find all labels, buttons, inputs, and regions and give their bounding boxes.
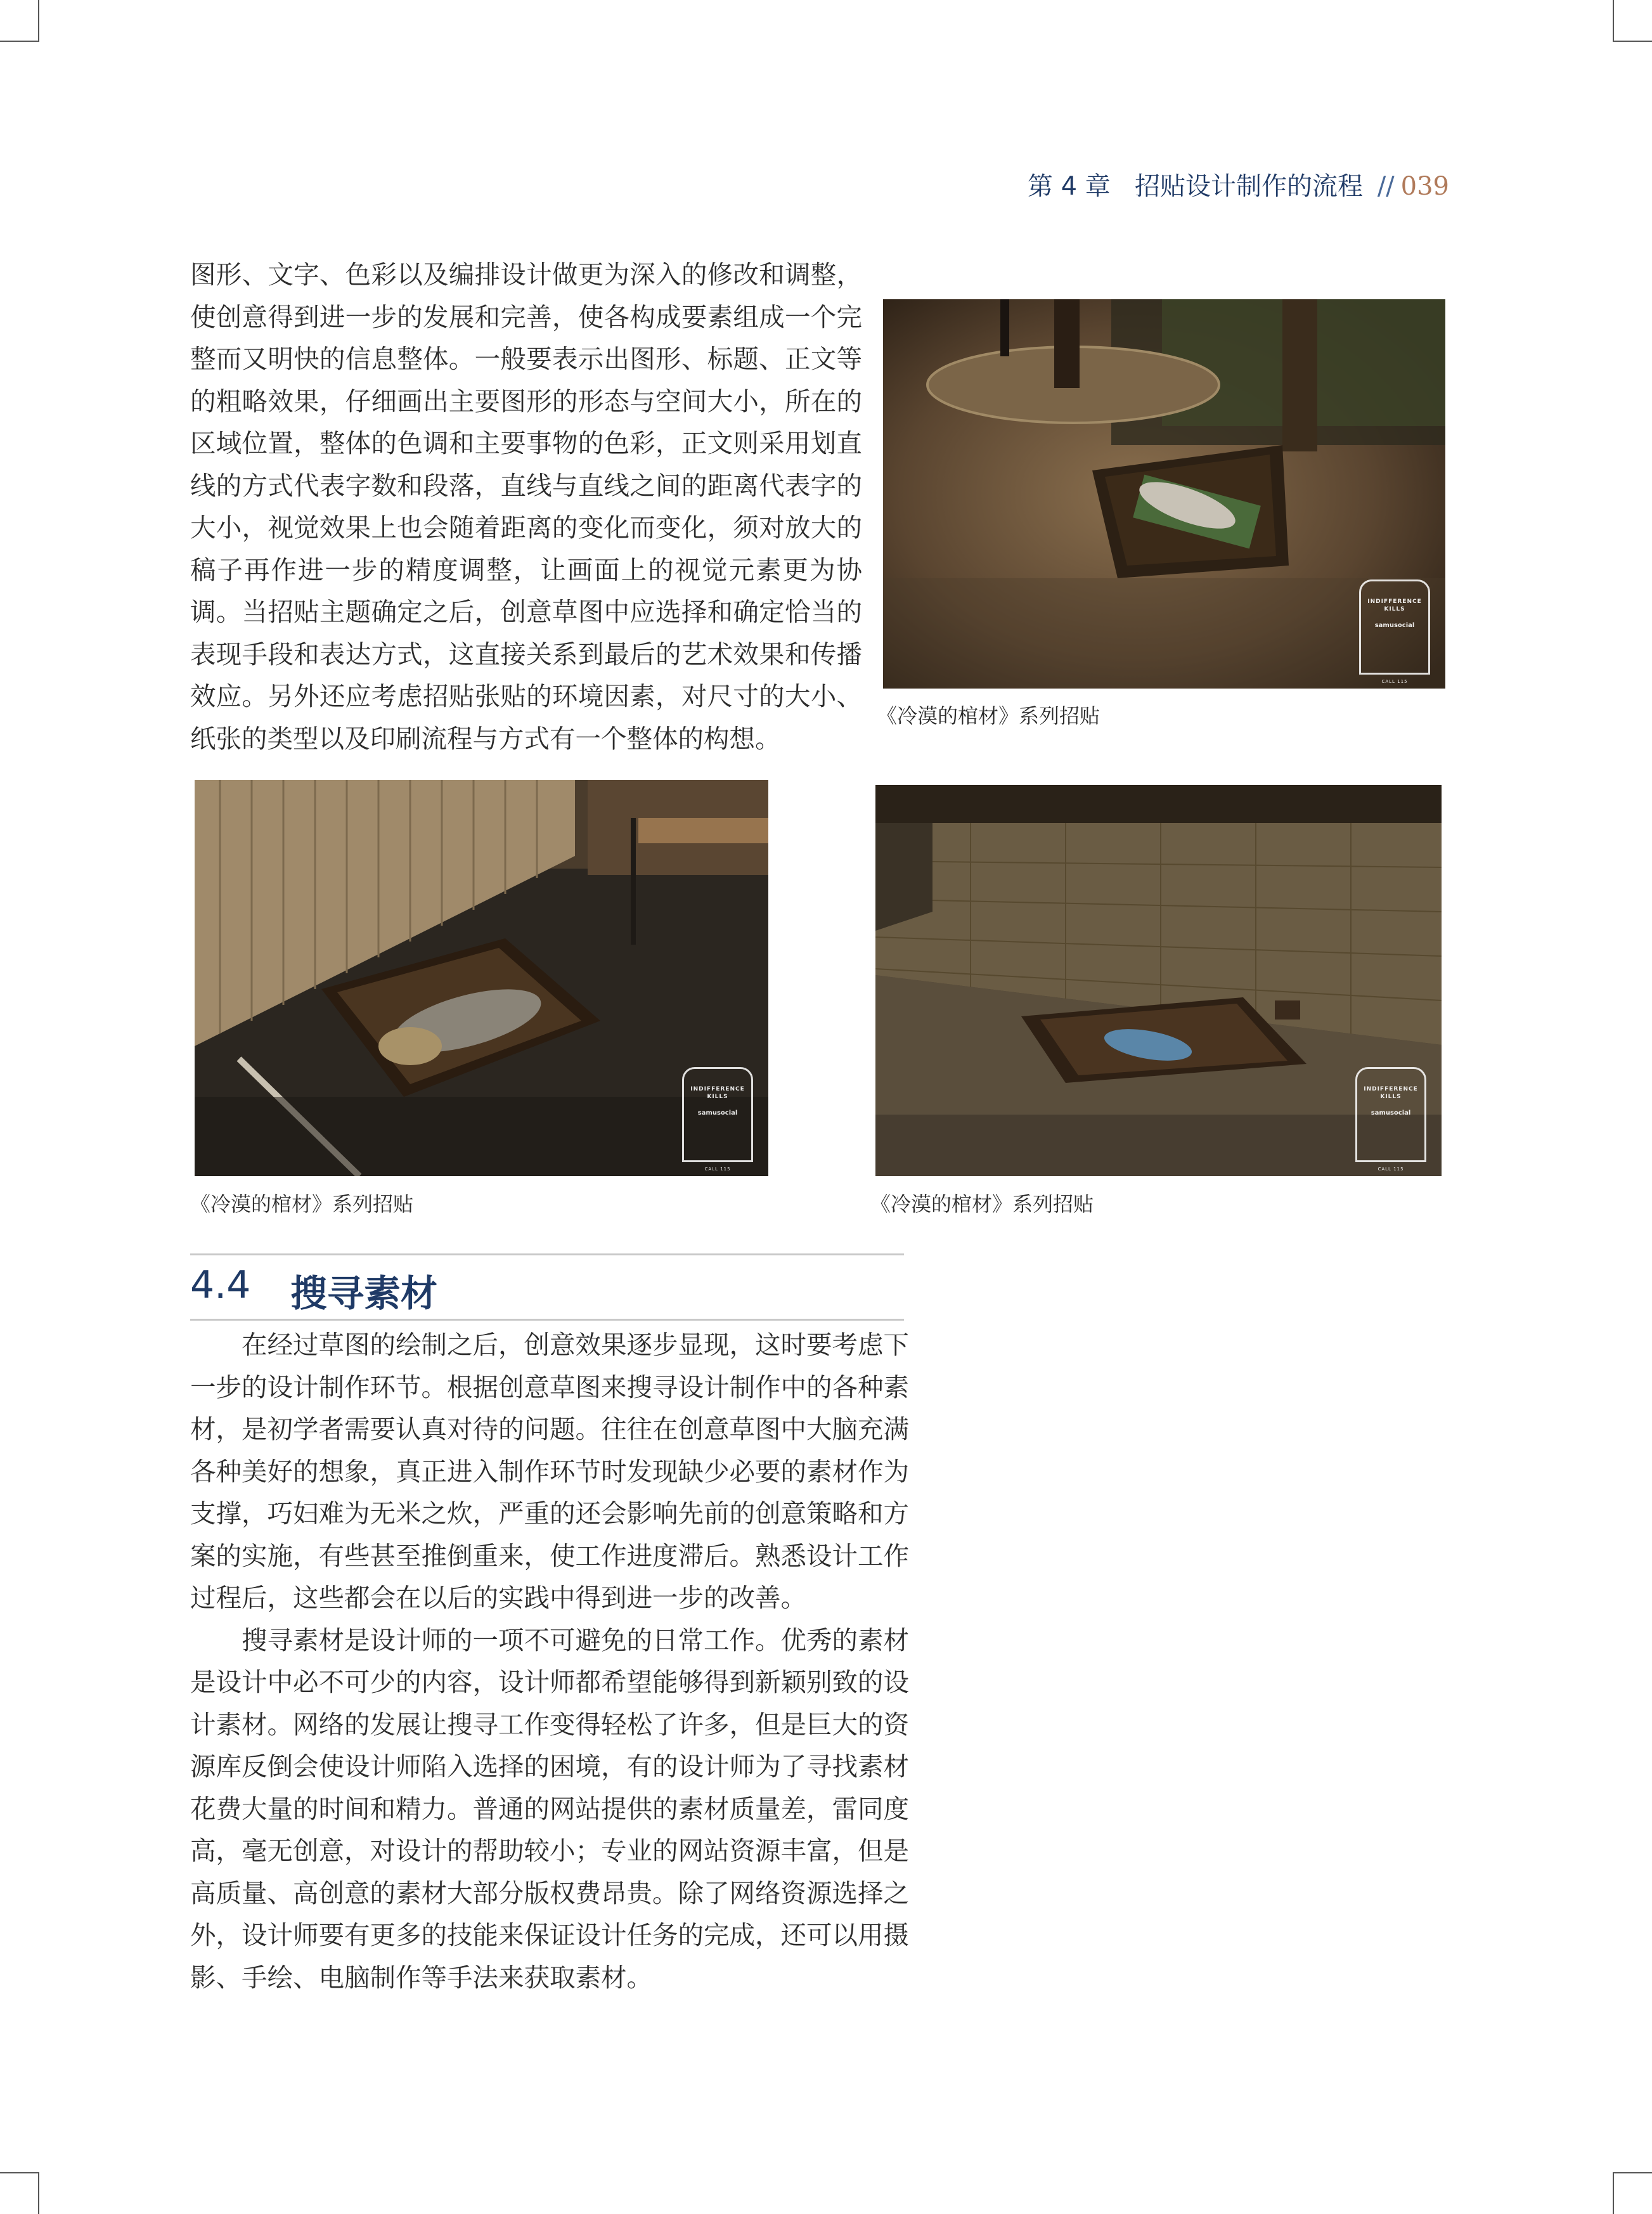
crop-mark-bottom-right-v xyxy=(1613,2172,1614,2214)
logo-brand: samusocial xyxy=(697,1110,738,1117)
intro-paragraph: 图形、文字、色彩以及编排设计做更为深入的修改和调整，使创意得到进一步的发展和完善，使各构成要素组成一个完整而又明快的信息整体。一般要表示出图形、标题、正文等的粗略效果，仔细画出主要图形的形态与空间大小，所在的区域位置，整体的色调和主要事物的色彩，正文则采用划直线的方式代表字数和段落，直线与直线之间的距离代表字的大小，视觉效果上也会随着距离的变化而变化，须对放大的稿子再作进一步的精度调整，让画面上的视觉元素更为协调。当招贴主题确定之后，创意草图中应选择和确定恰当的表现手段和表达方式，这直接关系到最后的艺术效果和传播效应。另外还应考虑招贴张贴的环境因素，对尺寸的大小、纸张的类型以及印刷流程与方式有一个整体的构想。 xyxy=(190,259,862,754)
crop-mark-bottom-left-v xyxy=(38,2172,39,2214)
crop-mark-top-right-h xyxy=(1613,41,1652,42)
logo-call: CALL 115 xyxy=(704,1167,731,1172)
logo-call: CALL 115 xyxy=(1381,679,1408,684)
chapter-number: 第 4 章 xyxy=(1027,172,1111,201)
section-paragraph: 在经过草图的绘制之后，创意效果逐步显现，这时要考虑下一步的设计制作环节。根据创意草图来搜寻设计制作中的各种素材，是初学者需要认真对待的问题。往往在创意草图中大脑充满各种美好的想象，真正进入制作环节时发现缺少必要的素材作为支撑，巧妇难为无米之炊，严重的还会影响先前的创意策略和方案的实施，有些甚至推倒重来，使工作进度滞后。熟悉设计工作过程后，这些都会在以后的实践中得到进一步的改善。 xyxy=(190,1330,909,1613)
section-number: 4.4 xyxy=(190,1263,251,1307)
logo-call: CALL 115 xyxy=(1378,1167,1404,1172)
crop-mark-bottom-left-h xyxy=(0,2172,39,2173)
crop-mark-top-left-h xyxy=(0,41,39,42)
poster-photo-underpass xyxy=(875,785,1442,1176)
poster-photo-street xyxy=(195,780,768,1176)
figure-caption: 《冷漠的棺材》系列招贴 xyxy=(877,704,1100,728)
page-number: 039 xyxy=(1400,172,1449,201)
figure-caption: 《冷漠的棺材》系列招贴 xyxy=(190,1192,414,1216)
logo-brand: samusocial xyxy=(1371,1110,1411,1117)
running-header xyxy=(1028,166,1449,202)
section-rule-top xyxy=(190,1253,904,1255)
figure-caption: 《冷漠的棺材》系列招贴 xyxy=(870,1192,1094,1216)
poster-logo xyxy=(1355,1067,1426,1172)
logo-line-2: KILLS xyxy=(1380,1094,1402,1100)
poster-photo-bench xyxy=(883,299,1445,689)
crop-mark-bottom-right-h xyxy=(1613,2172,1652,2173)
crop-mark-top-left-v xyxy=(38,0,39,42)
logo-line-2: KILLS xyxy=(1384,606,1405,612)
section-paragraph: 搜寻素材是设计师的一项不可避免的日常工作。优秀的素材是设计中必不可少的内容，设计师都希望能够得到新颖别致的设计素材。网络的发展让搜寻工作变得轻松了许多，但是巨大的资源库反倒会使设计师陷入选择的困境，有的设计师为了寻找素材花费大量的时间和精力。普通的网站提供的素材质量差，雷同度高，毫无创意，对设计的帮助较小；专业的网站资源丰富，但是高质量、高创意的素材大部分版权费昂贵。除了网络资源选择之外，设计师要有更多的技能来保证设计任务的完成，还可以用摄影、手绘、电脑制作等手法来获取素材。 xyxy=(190,1624,909,1993)
crop-mark-top-right-v xyxy=(1613,0,1614,42)
logo-brand: samusocial xyxy=(1374,622,1415,629)
section-rule-bottom xyxy=(190,1319,904,1321)
chapter-title: 招贴设计制作的流程 xyxy=(1134,172,1363,201)
logo-line-1: INDIFFERENCE xyxy=(1364,1086,1418,1092)
poster-logo xyxy=(1359,579,1430,684)
section-title: 搜寻素材 xyxy=(290,1272,438,1315)
header-separator: // xyxy=(1377,172,1395,201)
logo-line-2: KILLS xyxy=(707,1094,728,1100)
logo-line-1: INDIFFERENCE xyxy=(1367,599,1422,605)
section-body xyxy=(190,1324,909,1998)
poster-logo xyxy=(682,1067,753,1172)
logo-line-1: INDIFFERENCE xyxy=(690,1086,745,1092)
